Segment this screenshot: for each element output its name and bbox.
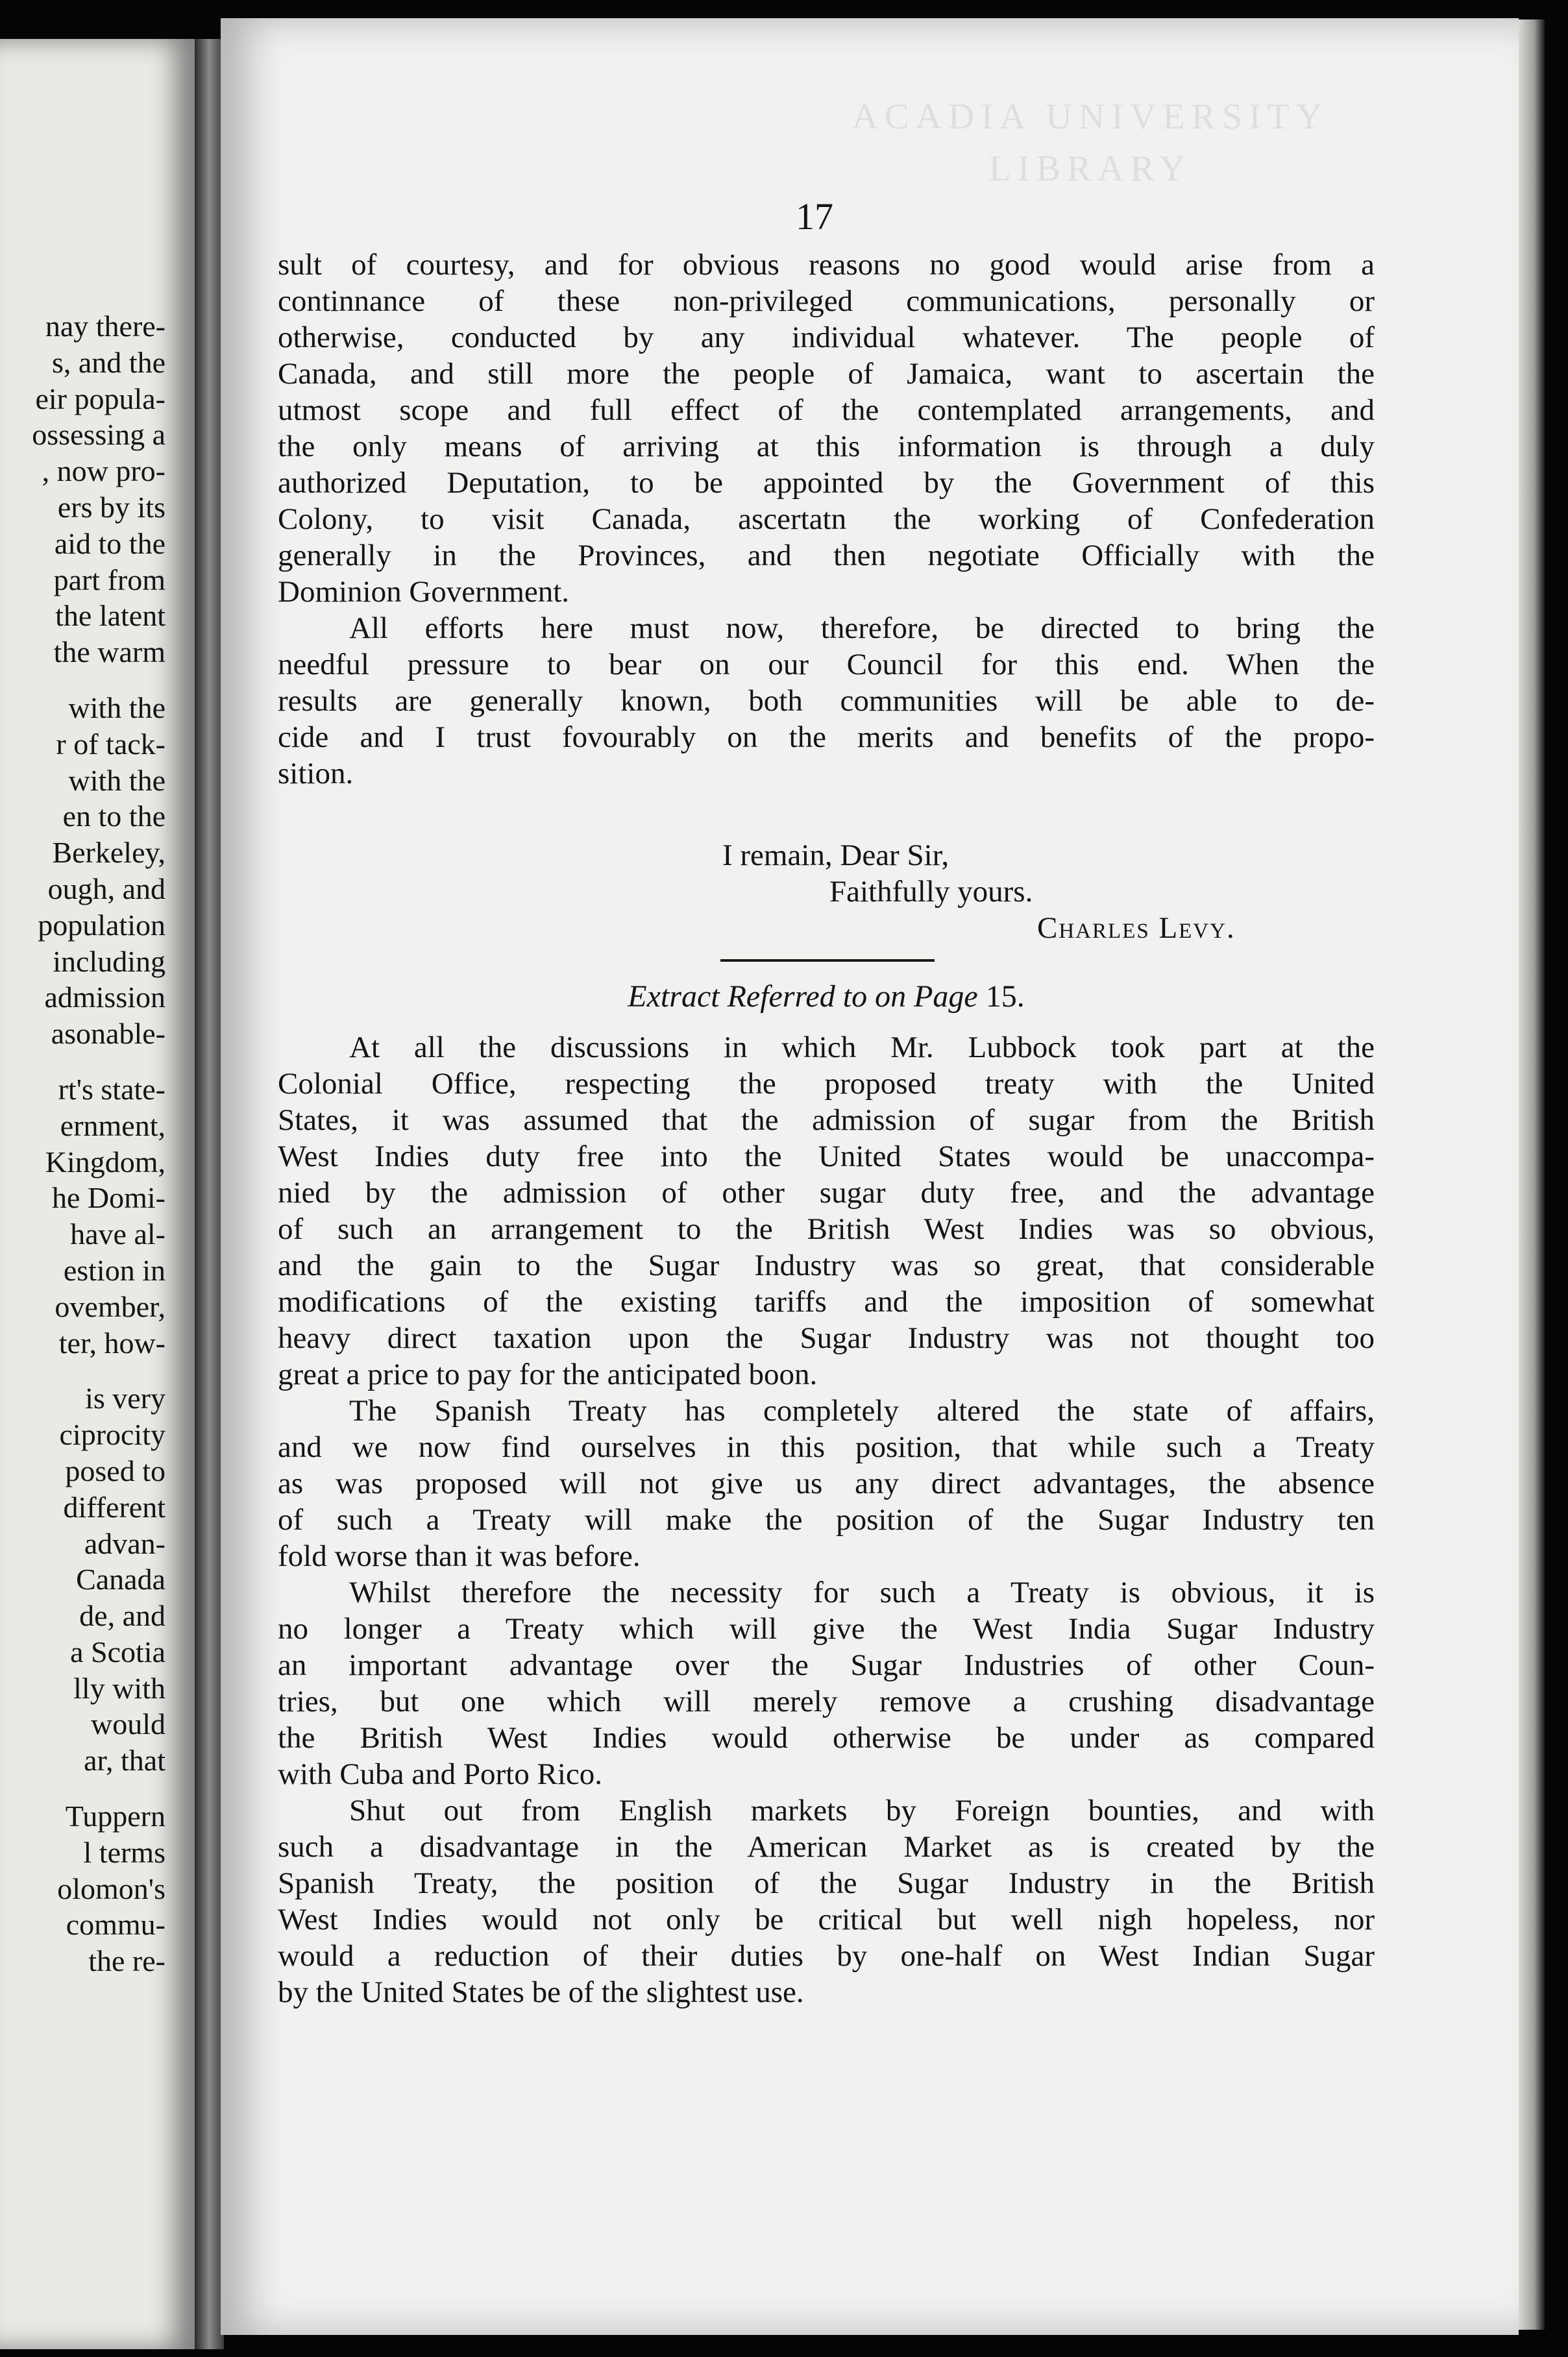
- text-line: of such an arrangement to the British West Indies was so obvious,: [278, 1212, 1375, 1246]
- closing-remain: I remain, Dear Sir,: [722, 838, 949, 872]
- left-line: part from: [53, 563, 165, 596]
- left-line: nay there-: [45, 310, 165, 343]
- left-line: r of tack-: [56, 727, 165, 761]
- left-line: commu-: [66, 1908, 165, 1942]
- previous-page-text: [0, 308, 165, 1979]
- text-line: At all the discussions in which Mr. Lubbock took part at the: [349, 1031, 1375, 1064]
- text-line: otherwise, conducted by any individual whatever. The people of: [278, 321, 1375, 354]
- text-line: Whilst therefore the necessity for such a Treaty is obvious, it is: [349, 1576, 1375, 1609]
- left-line: Berkeley,: [52, 836, 165, 870]
- left-line: ovember,: [55, 1289, 165, 1323]
- signature: Charles Levy.: [1037, 911, 1236, 945]
- text-line: no longer a Treaty which will give the West India Sugar Industry: [278, 1612, 1375, 1646]
- left-line: aid to the: [54, 526, 165, 560]
- left-line: the latent: [55, 599, 165, 633]
- text-line: The Spanish Treaty has completely altered the state of affairs,: [349, 1394, 1375, 1428]
- text-line: the British West Indies would otherwise be under as compared: [278, 1721, 1375, 1755]
- left-line: Canada: [76, 1563, 165, 1596]
- text-line: the only means of arriving at this information is through a duly: [278, 430, 1375, 463]
- text-line: needful pressure to bear on our Council for this end. When the: [278, 648, 1375, 681]
- left-line: ough, and: [47, 872, 165, 905]
- left-line: ernment,: [60, 1108, 165, 1142]
- text-line: with Cuba and Porto Rico.: [278, 1757, 602, 1791]
- left-line: would: [91, 1707, 165, 1741]
- left-line: ers by its: [57, 490, 165, 524]
- text-line: authorized Deputation, to be appointed by the Government of this: [278, 466, 1375, 500]
- text-line: generally in the Provinces, and then negotiate Officially with the: [278, 539, 1375, 572]
- left-line: the re-: [88, 1944, 165, 1978]
- left-line: s, and the: [51, 345, 165, 379]
- left-line: , now pro-: [42, 454, 165, 488]
- left-line: the warm: [53, 635, 165, 669]
- text-line: utmost scope and full effect of the contemplated arrangements, and: [278, 393, 1375, 427]
- book-gutter: [195, 39, 224, 2349]
- text-line: heavy direct taxation upon the Sugar Industry was not thought too: [278, 1321, 1375, 1355]
- previous-page: [0, 39, 195, 2349]
- letter-closing: [278, 837, 1375, 946]
- left-line: l terms: [83, 1835, 165, 1869]
- text-line: Dominion Government.: [278, 575, 570, 609]
- left-line: with the: [68, 690, 165, 724]
- left-line: lly with: [73, 1671, 165, 1705]
- page-edge: [1519, 19, 1545, 2330]
- left-line: ter, how-: [58, 1326, 165, 1360]
- text-line: by the United States be of the slightest use.: [278, 1975, 804, 2009]
- left-line: admission: [44, 981, 165, 1014]
- library-watermark: ACADIA UNIVERSITY LIBRARY: [851, 97, 1329, 189]
- left-line: asonable-: [51, 1017, 165, 1051]
- left-line: estion in: [63, 1253, 165, 1287]
- text-line: such a disadvantage in the American Market as is created by the: [278, 1830, 1375, 1864]
- left-line: have al-: [70, 1217, 165, 1251]
- closing-faithfully: Faithfully yours.: [829, 875, 1033, 909]
- page-number: 17: [796, 195, 833, 238]
- text-line: great a price to pay for the anticipated boon.: [278, 1358, 818, 1391]
- text-line: Shut out from English markets by Foreign bounties, and with: [349, 1794, 1375, 1827]
- text-line: nied by the admission of other sugar duty free, and the advantage: [278, 1176, 1375, 1210]
- text-line: sult of courtesy, and for obvious reasons no good would arise from a: [278, 248, 1375, 282]
- left-line: rt's state-: [58, 1072, 165, 1106]
- extract-heading-page: 15.: [985, 979, 1025, 1014]
- text-line: Spanish Treaty, the position of the Sugar Industry in the British: [278, 1866, 1375, 1900]
- letter-body: [278, 247, 1375, 792]
- left-line: advan-: [84, 1526, 165, 1560]
- left-line: ciprocity: [59, 1418, 165, 1452]
- left-line: en to the: [62, 800, 165, 833]
- text-line: Canada, and still more the people of Jamaica, want to ascertain the: [278, 357, 1375, 391]
- left-line: a Scotia: [70, 1635, 165, 1668]
- text-line: fold worse than it was before.: [278, 1539, 641, 1573]
- text-line: All efforts here must now, therefore, be directed to bring the: [349, 611, 1375, 645]
- text-line: tries, but one which will merely remove a crushing disadvantage: [278, 1685, 1375, 1718]
- text-line: West Indies would not only be critical but well nigh hopeless, nor: [278, 1903, 1375, 1936]
- text-line: continnance of these non-privileged communications, personally or: [278, 284, 1375, 318]
- text-line: Colony, to visit Canada, ascertatn the working of Confederation: [278, 502, 1375, 536]
- text-line: States, it was assumed that the admission of sugar from the British: [278, 1103, 1375, 1137]
- left-line: posed to: [65, 1454, 165, 1487]
- text-line: of such a Treaty will make the position of the Sugar Industry ten: [278, 1503, 1375, 1537]
- text-line: results are generally known, both communities will be able to de-: [278, 684, 1375, 718]
- text-line: and the gain to the Sugar Industry was so great, that considerable: [278, 1249, 1375, 1282]
- left-line: different: [63, 1490, 165, 1524]
- left-line: ossessing a: [32, 418, 165, 452]
- left-line: with the: [68, 763, 165, 797]
- text-line: sition.: [278, 757, 354, 790]
- left-line: population: [38, 908, 165, 942]
- left-line: is very: [85, 1382, 165, 1415]
- left-line: eir popula-: [35, 382, 165, 415]
- left-line: Kingdom,: [45, 1145, 165, 1178]
- section-divider: [720, 959, 935, 962]
- left-line: ar, that: [84, 1744, 165, 1777]
- text-line: as was proposed will not give us any direct advantages, the absence: [278, 1467, 1375, 1500]
- left-line: de, and: [79, 1599, 165, 1633]
- text-line: and we now find ourselves in this position, that while such a Treaty: [278, 1430, 1375, 1464]
- left-line: Tuppern: [65, 1800, 165, 1833]
- left-line: olomon's: [57, 1872, 165, 1905]
- text-line: Colonial Office, respecting the proposed treaty with the United: [278, 1067, 1375, 1101]
- text-line: would a reduction of their duties by one-half on West Indian Sugar: [278, 1939, 1375, 1973]
- text-line: modifications of the existing tariffs and the imposition of somewhat: [278, 1285, 1375, 1319]
- text-line: cide and I trust fovourably on the merits and benefits of the propo-: [278, 720, 1375, 754]
- left-line: including: [53, 944, 165, 978]
- extract-heading-text: Extract Referred to on Page: [628, 979, 978, 1014]
- extract-body: [278, 1029, 1375, 2010]
- left-line: he Domi-: [51, 1181, 165, 1215]
- extract-heading: [278, 979, 1375, 1015]
- text-line: West Indies duty free into the United States would be unaccompa-: [278, 1140, 1375, 1173]
- text-line: an important advantage over the Sugar Industries of other Coun-: [278, 1648, 1375, 1682]
